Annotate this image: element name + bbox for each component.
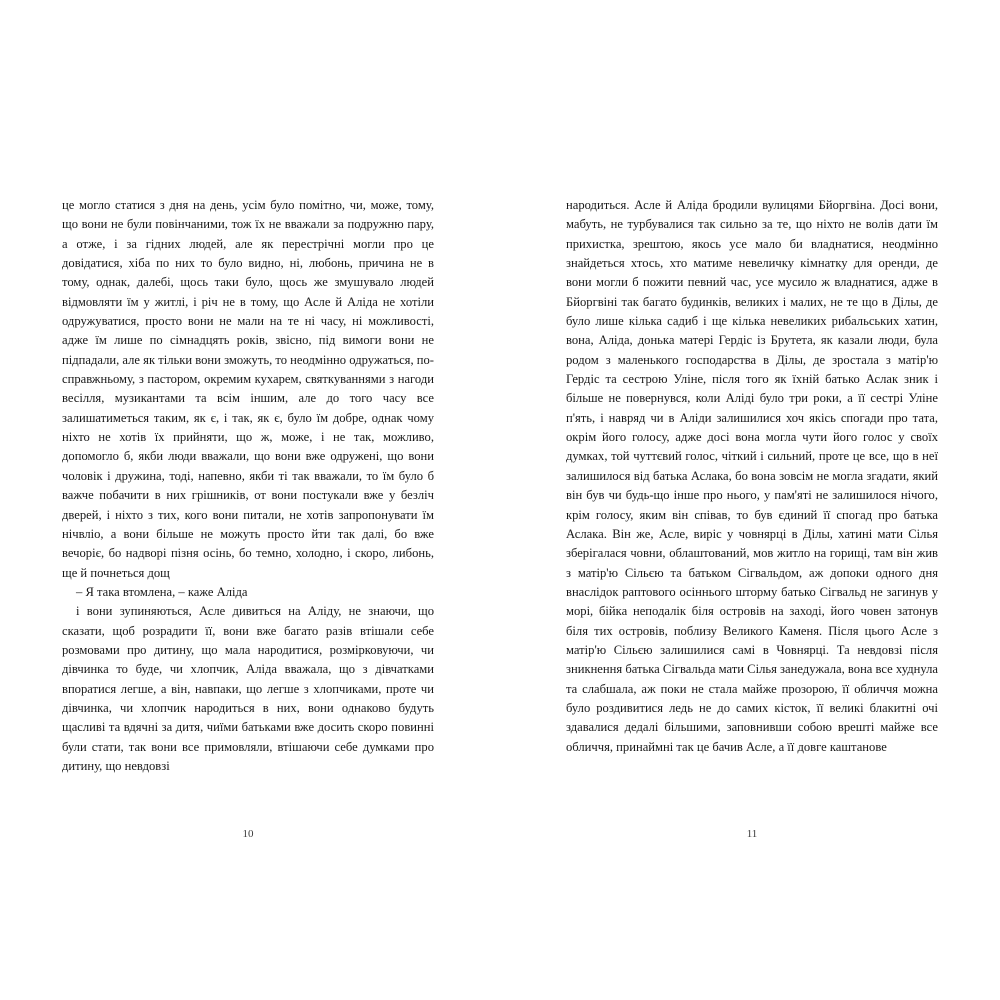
left-page bbox=[62, 196, 434, 776]
paragraph: народиться. Асле й Аліда бродили вулицями Бйоргвіна. Досі вони, мабуть, не турбувалися так сильно за те, що ніхто не волів дати їм прихистка, зрештою, якось усе мало би владнатися, неодмінно знайдеться хтось, хто матиме невеличку кімнатку для оренди, де вони могли б пожити певний час, усе мусило ж владнатися, адже в Бйоргвіні так багато будинків, великих і малих, не те що в Ділы, де було лише кілька садиб і ще кілька невеликих рибальських хатин, вона, Аліда, донька матері Гердіс із Брутета, як казали люди, була родом з маленького господарства в Ділы, де зростала з матір'ю Гердіс та сестрою Уліне, після того як їхній батько Аслак зник і більше не повернувся, коли Аліді було три роки, а її сестрі Уліне п'ять, і навряд чи в Аліди залишилися хоч якісь спогади про тата, окрім його голосу, адже досі вона могла чути його голос у своїх думках, той чуттєвий голос, чіткий і сильний, проте це все, що в неї залишилося від батька Аслака, бо вона зовсім не могла згадати, який він був чи будь-що інше про нього, у пам'яті не залишилося нічого, крім голосу, яким він співав, то був єдиний її спогад про батька Аслака. Він же, Асле, виріс у човнярці в Ділы, хатині мати Сілья зберігалася човни, облаштований, мов житло на горищі, там він жив з матір'ю Сільєю та батьком Сігвальдом, аж допоки одного дня внаслідок раптового осіннього шторму батько Сігвальд не загинув у морі, бійка неподалік біля островів на заході, його човен затонув біля тих островів, поблизу Великого Каменя. Після цього Асле з матір'ю Сільєю залишилися самі в Човнярці. Та невдовзі після зникнення батька Сігвальда мати Сілья занедужала, вона все худнула та слабшала, аж поки не стала майже прозорою, її обличчя можна було роздивитися ледь не до самих кісток, її великі блакитні очі здавалися дедалі більшими, заповнивши собою врешті майже все обличчя, принаймні так це бачив Асле, а її довге каштанове bbox=[566, 198, 938, 754]
left-page-text bbox=[62, 196, 434, 776]
page-number-left: 10 bbox=[242, 828, 254, 840]
paragraph: це могло статися з дня на день, усім було помітно, чи, може, тому, що вони не були повінчаними, тож їх не вважали за подружню пару, а отже, і за гідних людей, але як перестрічні могли про це довідатися, хіба по них то було видно, ні, любонь, причина не в тому, однак, далебі, щось таки було, щось же змушувало людей відмовляти їм у житлі, і річ не в тому, що Асле й Аліда не хотіли одружуватися, просто вони не мали на те ні часу, ні можливості, адже їм лише по сімнадцять років, звісно, під вимоги вони не підпадали, але як тільки вони зможуть, то неодмінно одружаться, по-справжньому, з пастором, окремим кухарем, святкуваннями з нагоди весілля, музикантами та всім іншим, але до того часу все залишатиметься таким, як є, і так, як є, було їм добре, однак чому ніхто не хотів їх прийняти, що ж, може, і не так, можливо, допомогло б, якби люди вважали, що вони вже одружені, що вони чоловік і дружина, тоді, напевно, якби ті так вважали, то їм було б важче побачити в них грішників, от вони постукали вже у безліч дверей, і ніхто з тих, кого вони питали, не хотів запропонувати їм нічвліо, а вони більше не можуть просто йти так далі, бо вже вечоріє, бо надворі пізня осінь, бо темно, холодно, і скоро, либонь, ще й почнеться дощ bbox=[62, 198, 434, 580]
paragraph: – Я така втомлена, – каже Аліда bbox=[76, 584, 248, 599]
paragraph: і вони зупиняються, Асле дивиться на Аліду, не знаючи, що сказати, щоб розрадити її, вони вже багато разів втішали себе розмовами про дитину, що мала народитися, розмірковуючи, чи дівчинка то буде, чи хлопчик, Аліда вважала, що з дівчатками впоратися легше, а він, навпаки, що легше з хлопчиками, проте чи дівчинка, чи хлопчик народиться в них, вони однаково будуть щасливі та вдячні за дитя, чиїми батьками вже досить скоро повинні були стати, так вони все примовляли, втішаючи себе думками про дитину, що невдовзі bbox=[62, 604, 434, 773]
right-page bbox=[566, 196, 938, 757]
right-page-text bbox=[566, 196, 938, 757]
page-number-right: 11 bbox=[746, 828, 758, 840]
